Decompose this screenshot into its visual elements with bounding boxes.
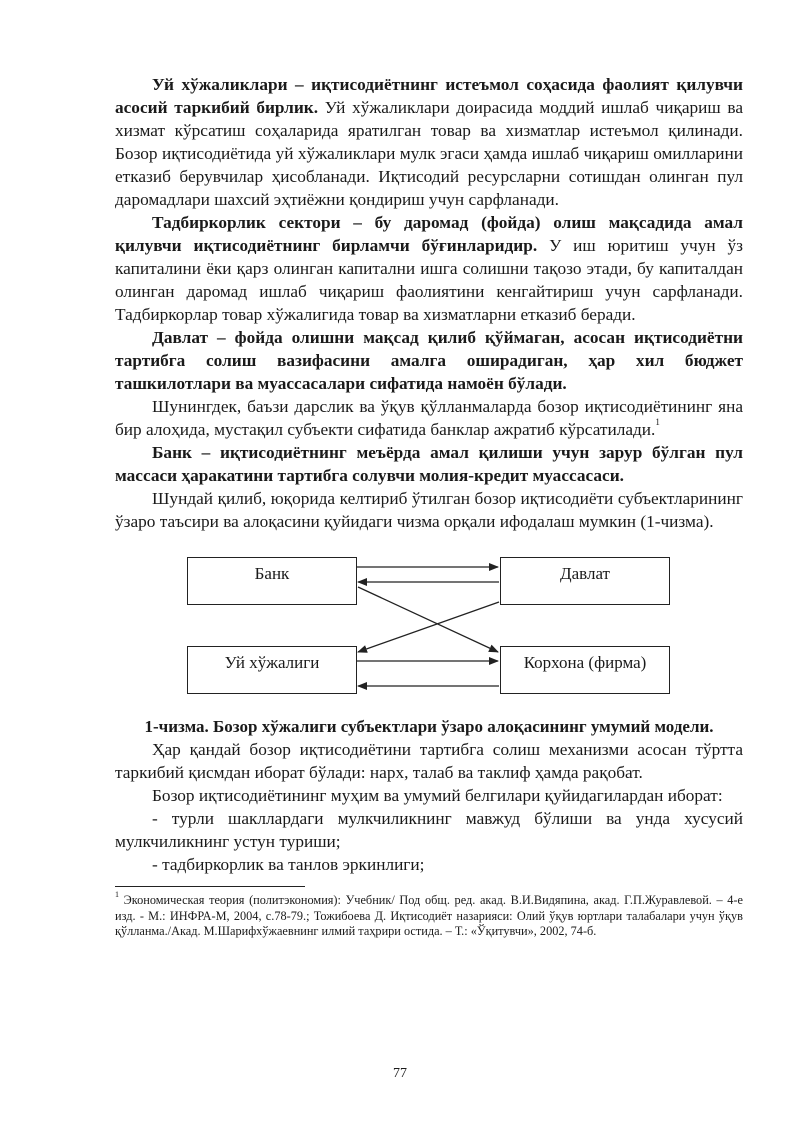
list-item: - турли шакллардаги мулкчиликнинг мавжуд бўлиши ва унда хусусий мулкчиликнинг устун туриши;	[115, 809, 743, 851]
box-household: Уй хўжалиги	[187, 646, 357, 694]
paragraph-mechanism: Ҳар қандай бозор иқтисодиётини тартибга солиш механизми асосан тўртта таркибий қисмдан иборат бўлади: нарх, талаб ва таклиф ҳамда рақобат.	[115, 740, 743, 782]
footnote-divider	[115, 886, 305, 887]
box-state: Давлат	[500, 557, 670, 605]
box-firm: Корхона (фирма)	[500, 646, 670, 694]
paragraph-banks-note: Шунингдек, баъзи дарслик ва ўқув қўлланмаларда бозор иқтисодиётининг яна бир алоҳида, мустақил субъекти сифатида банклар ажратиб кўрсатилади.$^1$	[115, 397, 743, 439]
arrow-cross-1	[358, 587, 498, 652]
diagram-market-subjects	[115, 553, 743, 711]
diagram-caption: 1-чизма. Бозор хўжалиги субъектлари ўзаро алоқасининг умумий модели.	[144, 717, 714, 736]
arrow-cross-2	[358, 602, 499, 652]
paragraph-state	[115, 326, 743, 395]
term-business-sector: Тадбиркорлик сектори – бу даромад (фойда) олиш мақсадида амал қилувчи иқтисодиётнинг бирламчи бўғинларидир.	[115, 213, 743, 255]
term-households: Уй хўжаликлари – иқтисодиётнинг истеъмол соҳасида фаолият қилувчи асосий таркибий бирлик.	[115, 75, 743, 117]
paragraph-features: Бозор иқтисодиётининг муҳим ва умумий белгилари қуйидагилардан иборат:	[152, 786, 723, 805]
footnote-ref[interactable]: 1	[655, 417, 660, 427]
page-number: 77	[393, 1066, 407, 1081]
paragraph-business-sector: Тадбиркорлик сектори – бу даромад (фойда) олиш мақсадида амал қилувчи иқтисодиётнинг бирламчи бўғинларидир. У иш юритиш учун ўз капиталини ёки қарз олинган капитални ишга солишни тақозо этади, бу капиталдан олинган даромад ишлаб чиқариш фаолиятини кенгайтириш учун сарфланади. Тадбиркорлар товар хўжалигида товар ва хизматларни етказиб беради.	[115, 213, 743, 324]
footnote: $^1$ Экономическая теория (политэкономия): Учебник/ Под общ. ред. акад. В.И.Видяпина, акад. Г.П.Журавлевой. – 4-е изд. - М.: ИНФРА-М, 2004, с.78-79.; Тожибоева Д. Иқтисодиёт назарияси: Олий ўқув юртлари талабалари учун ўқув қўлланма./Акад. М.Шарифхўжаевнинг илмий таҳрири остида. – Т.: «Ўқитувчи», 2002, 74-б.	[115, 890, 743, 938]
paragraph-bank	[115, 441, 743, 487]
list-item: - тадбиркорлик ва танлов эркинлиги;	[152, 855, 425, 874]
term-bank: Банк – иқтисодиётнинг меъёрда амал қилиши учун зарур бўлган пул массаси ҳаракатини тартибга солувчи молия-кредит муассасаси.	[115, 443, 743, 485]
term-state: Давлат – фойда олишни мақсад қилиб қўймаган, асосан иқтисодиётни тартибга солиш вазифасини амалга оширадиган, ҳар хил бюджет ташкилотлари ва муассасалари сифатида намоён бўлади.	[115, 328, 743, 393]
paragraph-households: Уй хўжаликлари – иқтисодиётнинг истеъмол соҳасида фаолият қилувчи асосий таркибий бирлик. Уй хўжаликлари доирасида моддий ишлаб чиқариш ва хизмат кўрсатиш соҳаларида яратилган товар ва хизматлар истеъмол қилинади. Бозор иқтисодиётида уй хўжаликлари мулк эгаси ҳамда ишлаб чиқариш омилларини етказиб берувчилар ҳисобланади. Иқтисодий ресурсларни сотишдан олинган пул даромадлари шахсий эҳтиёжни қондириш учун сарфланади.	[115, 75, 743, 209]
page-body	[115, 73, 743, 940]
paragraph-diagram-intro: Шундай қилиб, юқорида келтириб ўтилган бозор иқтисодиёти субъектларининг ўзаро таъсири ва алоқасини қуйидаги чизма орқали ифодалаш мумкин (1-чизма).	[115, 489, 743, 531]
footnote-mark: 1	[115, 890, 119, 899]
box-bank: Банк	[187, 557, 357, 605]
